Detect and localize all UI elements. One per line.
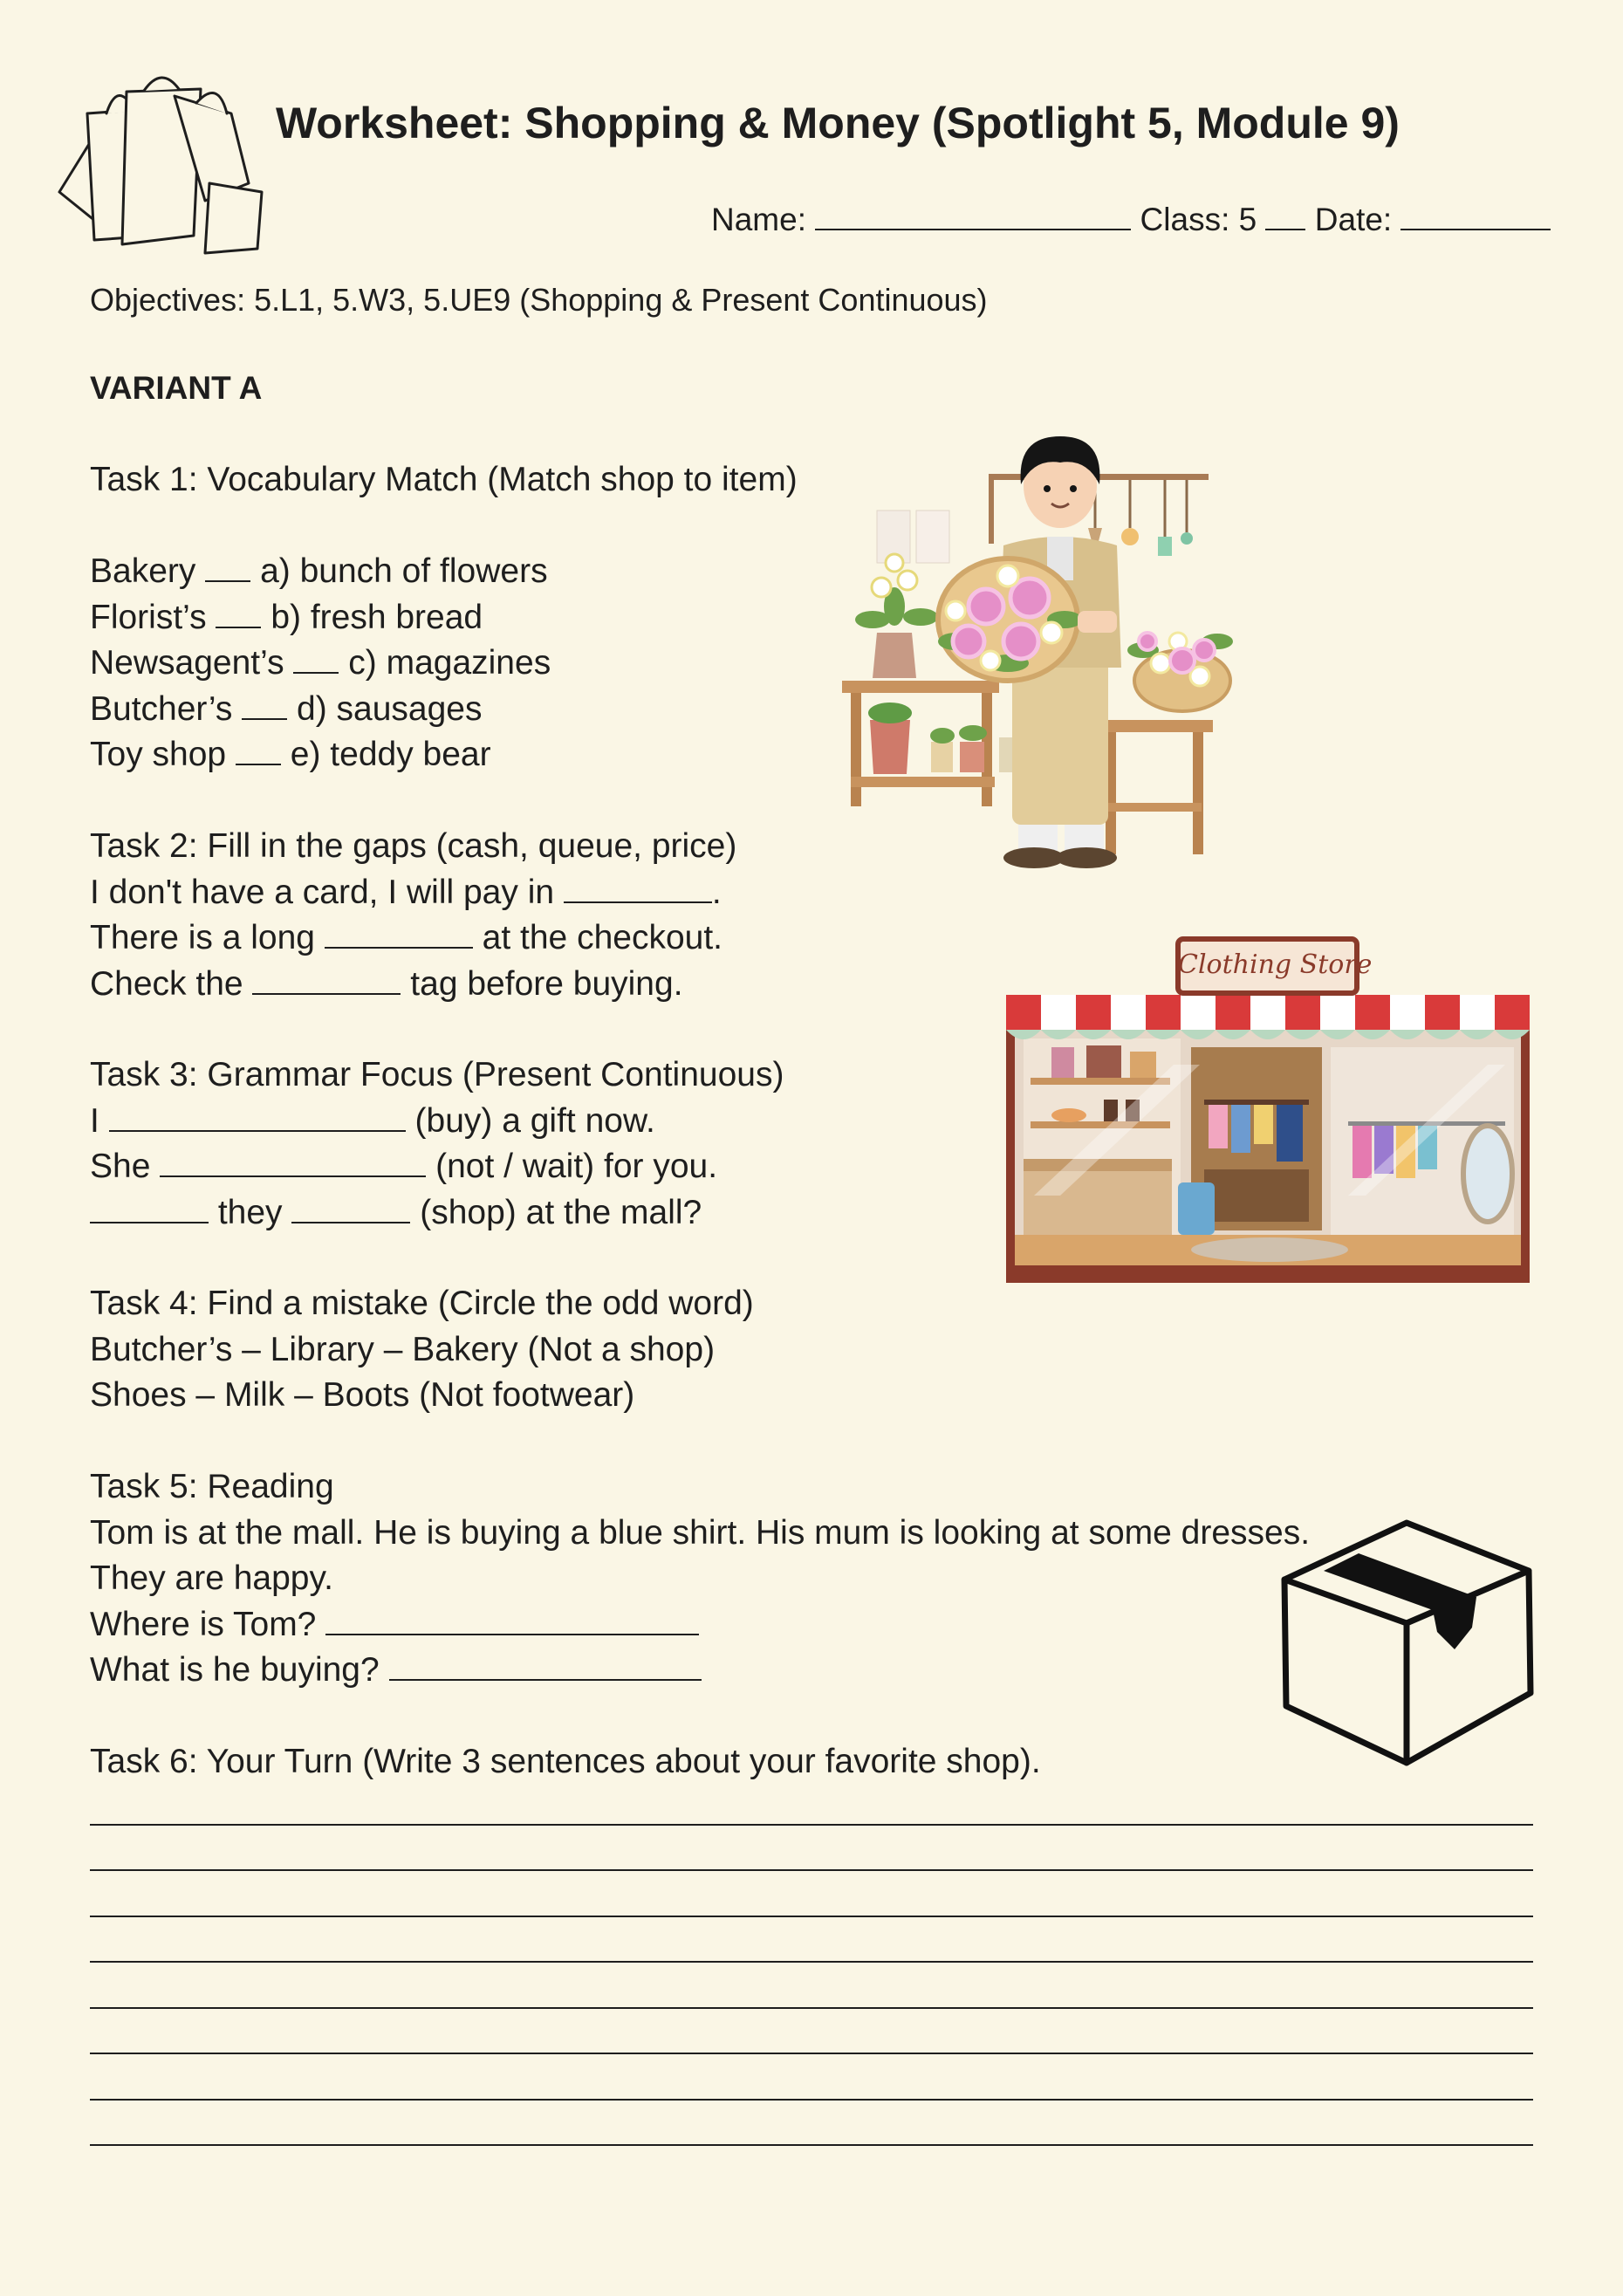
grammar-blank[interactable] (160, 1144, 426, 1177)
gap-line: There is a long at the checkout. (90, 915, 736, 962)
gap-blank[interactable] (564, 870, 712, 903)
answer-blank[interactable] (325, 1602, 699, 1635)
question-line: What is he buying? (90, 1648, 1310, 1694)
match-row: Toy shop e) teddy bear (90, 732, 798, 778)
task-6-title: Task 6: Your Turn (Write 3 sentences about your favorite shop). (90, 1743, 1041, 1780)
date-field[interactable] (1400, 197, 1551, 230)
gap-line: Check the tag before buying. (90, 962, 736, 1008)
name-label: Name: (711, 202, 806, 237)
reading-text: They are happy. (90, 1559, 333, 1597)
box-icon (1276, 1518, 1537, 1772)
writing-line[interactable] (90, 1824, 1533, 1826)
task-4 (90, 1281, 754, 1419)
task-3-title: Task 3: Grammar Focus (Present Continuous) (90, 1056, 784, 1093)
task-5 (90, 1464, 1310, 1694)
gap-blank[interactable] (252, 962, 401, 995)
match-blank[interactable] (242, 687, 287, 720)
student-info-line (711, 197, 1551, 238)
florist-illustration (833, 432, 1265, 877)
match-blank[interactable] (236, 732, 281, 765)
gap-blank[interactable] (325, 915, 473, 949)
task-4-title: Task 4: Find a mistake (Circle the odd word) (90, 1285, 754, 1322)
match-row: Butcher’s d) sausages (90, 687, 798, 733)
task-1 (90, 457, 798, 778)
writing-line[interactable] (90, 2053, 1533, 2054)
shopping-bags-icon (52, 70, 270, 262)
odd-word-line[interactable]: Butcher’s – Library – Bakery (Not a shop) (90, 1330, 716, 1368)
match-row: Florist’s b) fresh bread (90, 595, 798, 641)
writing-line[interactable] (90, 2099, 1533, 2101)
match-row: Bakery a) bunch of flowers (90, 549, 798, 595)
class-label: Class: 5 (1140, 202, 1257, 237)
variant-heading: VARIANT A (90, 370, 263, 406)
odd-word-line[interactable]: Shoes – Milk – Boots (Not footwear) (90, 1376, 635, 1414)
worksheet-title: Worksheet: Shopping & Money (Spotlight 5, Module 9) (276, 99, 1400, 147)
task-2 (90, 824, 736, 1007)
grammar-line: She (not / wait) for you. (90, 1144, 784, 1190)
grammar-line: they (shop) at the mall? (90, 1190, 784, 1237)
gap-line: I don't have a card, I will pay in . (90, 870, 736, 916)
task-3 (90, 1052, 784, 1236)
match-row: Newsagent’s c) magazines (90, 641, 798, 687)
reading-text: Tom is at the mall. He is buying a blue shirt. His mum is looking at some dresses. (90, 1513, 1311, 1552)
date-label: Date: (1314, 202, 1393, 237)
question-line: Where is Tom? (90, 1602, 1310, 1648)
grammar-line: I (buy) a gift now. (90, 1099, 784, 1145)
task-6 (90, 1739, 1041, 1785)
store-sign: Clothing Store (1178, 949, 1373, 980)
answer-blank[interactable] (389, 1648, 702, 1681)
task-5-title: Task 5: Reading (90, 1468, 334, 1505)
grammar-blank[interactable] (109, 1099, 406, 1132)
clothing-store-illustration (999, 934, 1536, 1283)
task-1-title: Task 1: Vocabulary Match (Match shop to item) (90, 461, 798, 498)
writing-line[interactable] (90, 2144, 1533, 2146)
writing-line[interactable] (90, 1961, 1533, 1963)
objectives: Objectives: 5.L1, 5.W3, 5.UE9 (Shopping & Present Continuous) (90, 282, 988, 318)
match-blank[interactable] (293, 641, 339, 674)
match-blank[interactable] (216, 595, 261, 628)
grammar-blank[interactable] (291, 1190, 410, 1223)
writing-line[interactable] (90, 2007, 1533, 2009)
name-field[interactable] (815, 197, 1131, 230)
grammar-blank[interactable] (90, 1190, 209, 1223)
writing-line[interactable] (90, 1916, 1533, 1917)
class-field[interactable] (1265, 197, 1305, 230)
task-2-title: Task 2: Fill in the gaps (cash, queue, price) (90, 827, 737, 865)
match-blank[interactable] (205, 549, 250, 582)
writing-line[interactable] (90, 1869, 1533, 1871)
